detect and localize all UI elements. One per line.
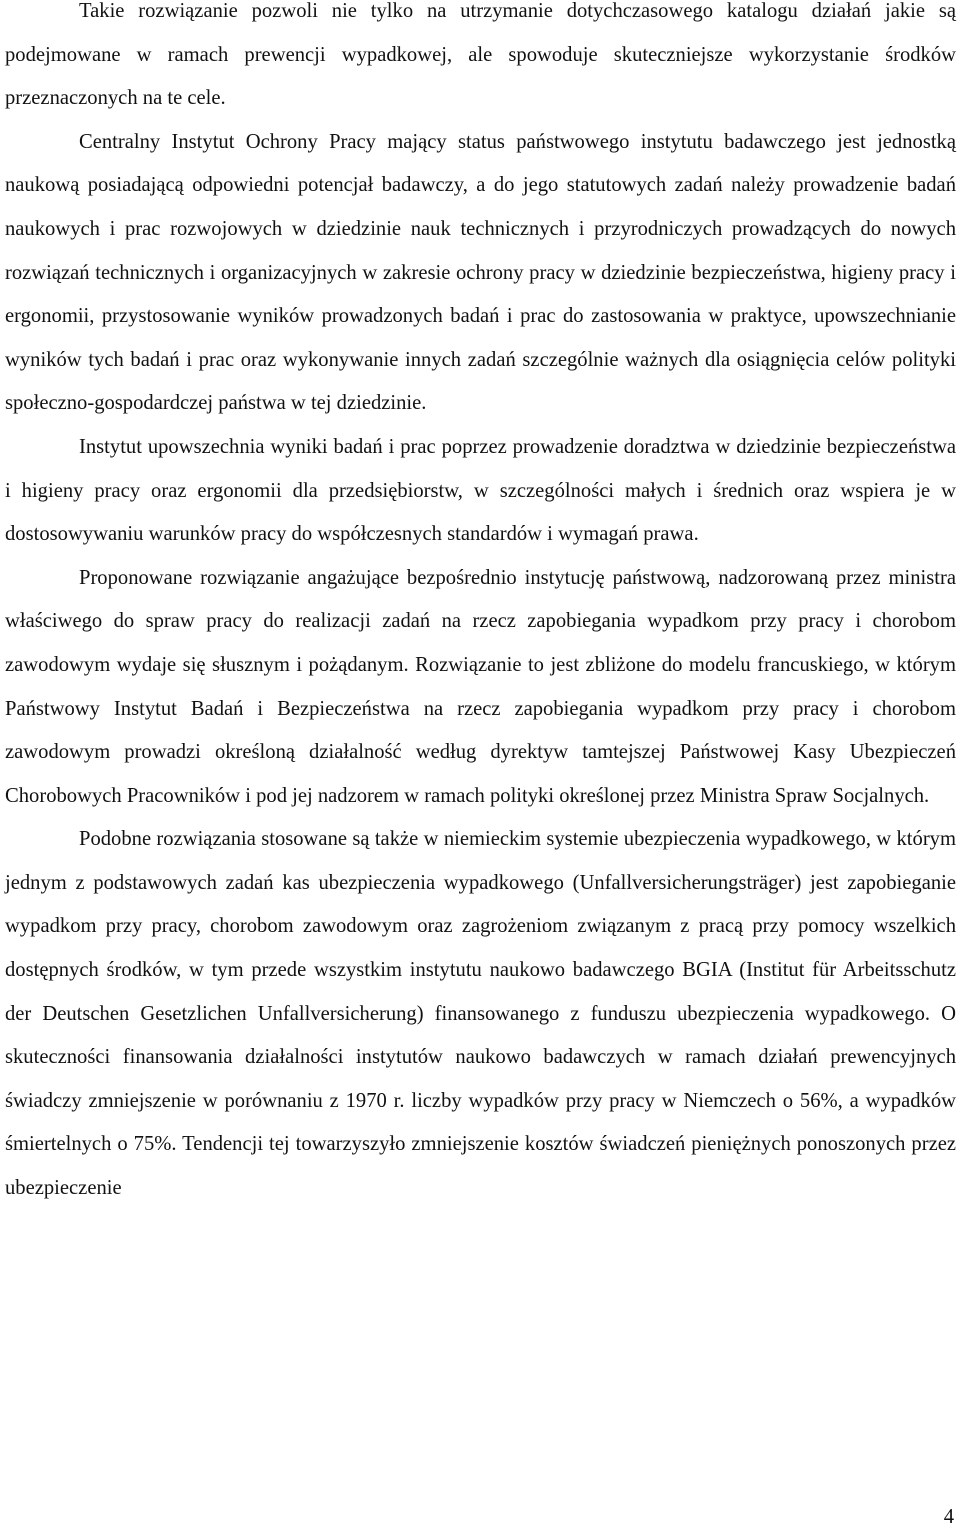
paragraph-5: Podobne rozwiązania stosowane są także w niemieckim systemie ubezpieczenia wypadkowego, w którym jednym z podstawowych zadań kas ubezpieczenia wypadkowego (Unfallversicherungsträger) jest zapobieganie wypadkom przy pracy, chorobom zawodowym oraz zagrożeniom związanym z pracą przy pomocy wszelkich dostępnych środków, w tym przede wszystkim instytutu naukowo badawczego BGIA (Institut für Arbeitsschutz der Deutschen Gesetzlichen Unfallversicherung) finansowanego z funduszu ubezpieczenia wypadkowego. O skuteczności finansowania działalności instytutów naukowo badawczych w ramach działań prewencyjnych świadczy zmniejszenie w porównaniu z 1970 r. liczby wypadków przy pracy w Niemczech o 56%, a wypadków śmiertelnych o 75%. Tendencji tej towarzyszyło zmniejszenie kosztów świadczeń pieniężnych ponoszonych przez ubezpieczenie — [5, 828, 956, 1200]
paragraph-1: Takie rozwiązanie pozwoli nie tylko na utrzymanie dotychczasowego katalogu działań jakie są podejmowane w ramach prewencji wypadkowej, ale spowoduje skuteczniejsze wykorzystanie środków przeznaczonych na te cele. — [5, 0, 956, 110]
paragraph-4: Proponowane rozwiązanie angażujące bezpośrednio instytucję państwową, nadzorowaną przez ministra właściwego do spraw pracy do realizacji zadań na rzecz zapobiegania wypadkom przy pracy i chorobom zawodowym wydaje się słusznym i pożądanym. Rozwiązanie to jest zbliżone do modelu francuskiego, w którym Państwowy Instytut Badań i Bezpieczeństwa na rzecz zapobiegania wypadkom przy pracy i chorobom zawodowym prowadzi określoną działalność według dyrektyw tamtejszej Państwowej Kasy Ubezpieczeń Chorobowych Pracowników i pod jej nadzorem w ramach polityki określonej przez Ministra Spraw Socjalnych. — [5, 566, 956, 807]
page-number: 4 — [943, 1506, 954, 1528]
paragraph-3: Instytut upowszechnia wyniki badań i prac poprzez prowadzenie doradztwa w dziedzinie bezpieczeństwa i higieny pracy oraz ergonomii dla przedsiębiorstw, w szczególności małych i średnich oraz wspiera je w dostosowywaniu warunków pracy do współczesnych standardów i wymagań prawa. — [5, 435, 956, 546]
paragraph-2: Centralny Instytut Ochrony Pracy mający status państwowego instytutu badawczego jest jednostką naukową posiadającą odpowiedni potencjał badawczy, a do jego statutowych zadań należy prowadzenie badań naukowych i prac rozwojowych w dziedzinie nauk technicznych i przyrodniczych prowadzących do nowych rozwiązań technicznych i organizacyjnych w zakresie ochrony pracy w dziedzinie bezpieczeństwa, higieny pracy i ergonomii, przystosowanie wyników prowadzonych badań i prac do zastosowania w praktyce, upowszechnianie wyników tych badań i prac oraz wykonywanie innych zadań szczególnie ważnych dla osiągnięcia celów polityki społeczno-gospodardczej państwa w tej dziedzinie. — [5, 130, 956, 415]
document-page — [5, 0, 956, 1211]
